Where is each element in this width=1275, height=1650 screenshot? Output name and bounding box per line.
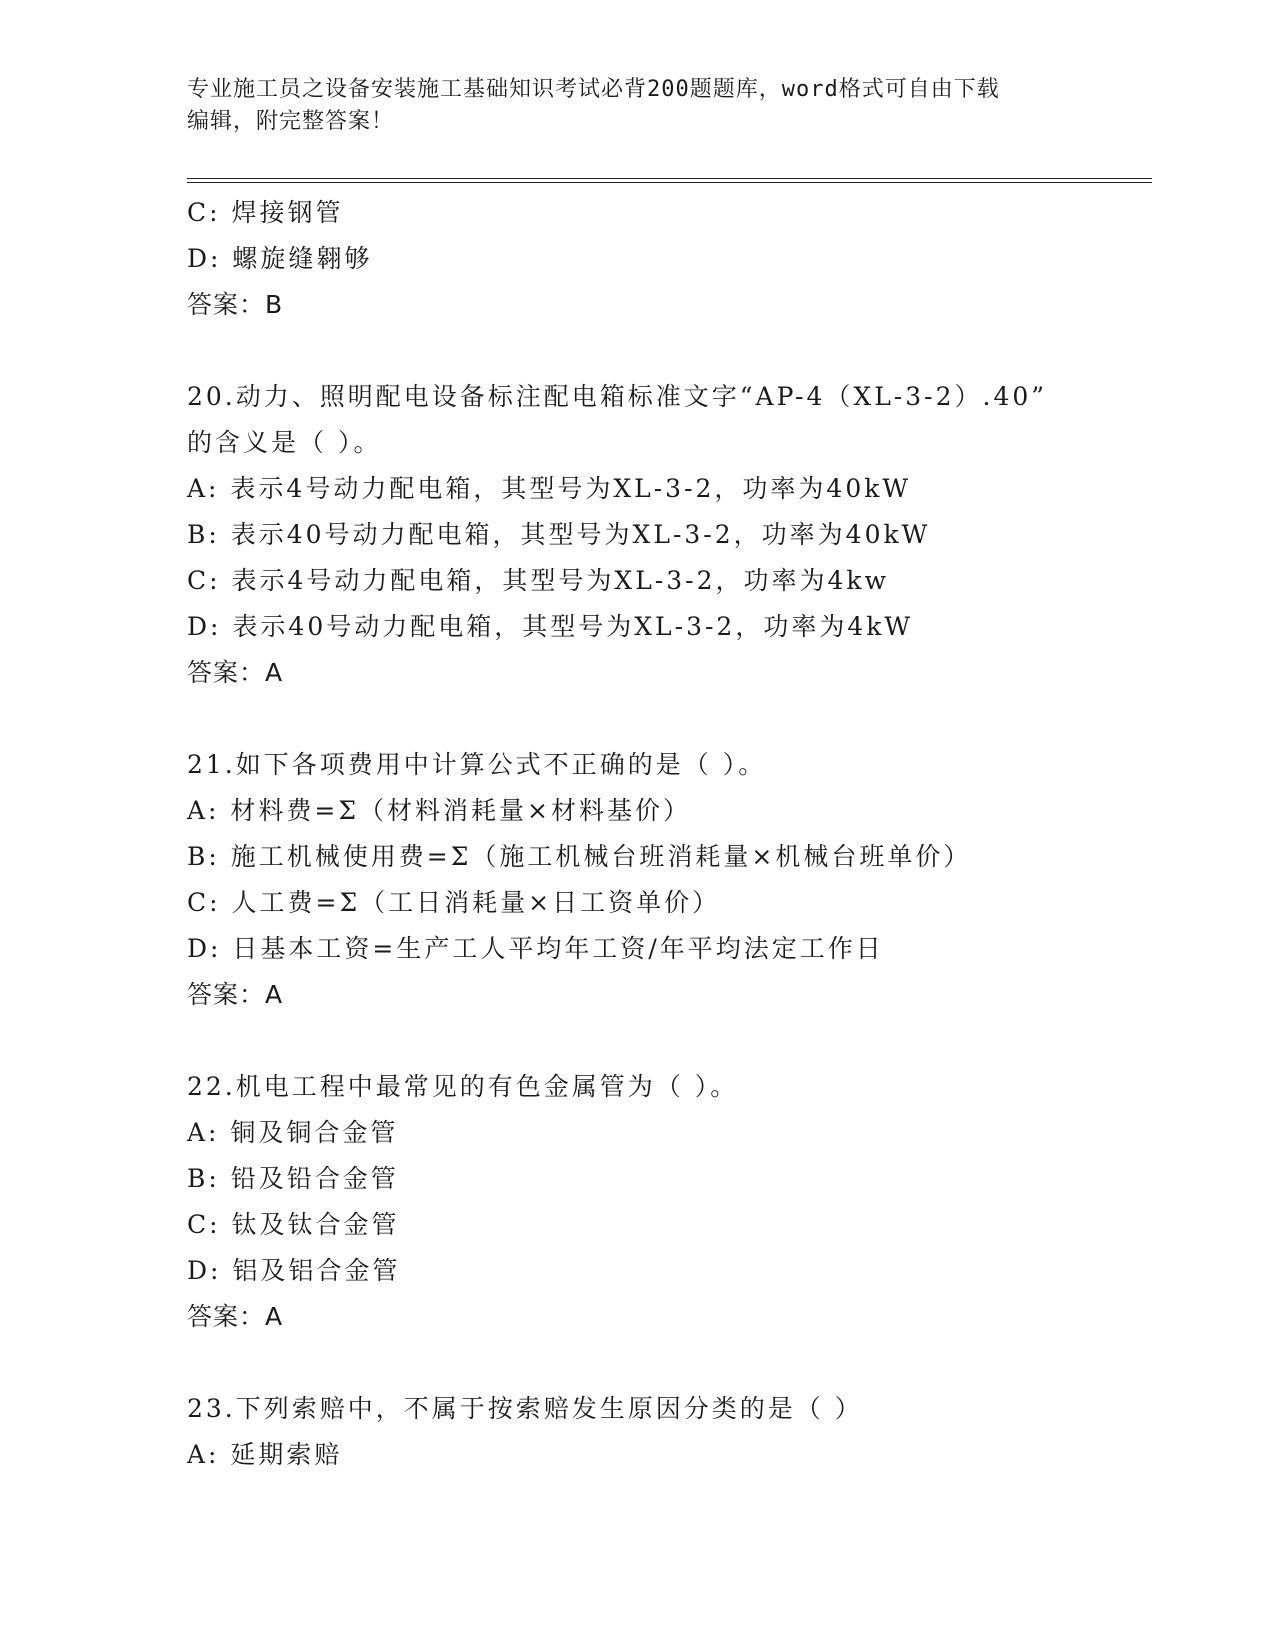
option-d: D: 铝及铝合金管 [187,1256,401,1285]
option-a: A: 材料费=Σ（材料消耗量×材料基价） [187,796,691,825]
option-a: A: 表示4号动力配电箱，其型号为XL-3-2，功率为40kW [187,474,912,503]
option-c: C: 焊接钢管 [187,198,344,227]
option-b: B: 铅及铅合金管 [187,1164,399,1193]
question-22 [187,1064,1152,1340]
question-stem: 21.如下各项费用中计算公式不正确的是（ ）。 [187,750,767,779]
answer-line: 答案：A [187,980,284,1009]
header-divider-bottom [187,182,1152,183]
option-c: C: 人工费=Σ（工日消耗量×日工资单价） [187,888,721,917]
option-b: B: 施工机械使用费=Σ（施工机械台班消耗量×机械台班单价） [187,842,972,871]
option-c: C: 表示4号动力配电箱，其型号为XL-3-2，功率为4kw [187,566,889,595]
header-divider-top [187,178,1152,179]
header-line-1: 专业施工员之设备安装施工基础知识考试必背200题题库，word格式可自由下载 [187,77,1000,102]
question-19-continuation [187,190,1152,328]
question-stem: 23.下列索赔中，不属于按索赔发生原因分类的是（ ） [187,1394,863,1423]
question-stem: 20.动力、照明配电设备标注配电箱标准文字“AP-4（XL-3-2）.40” [187,382,1048,411]
question-23 [187,1386,1152,1478]
option-d: D: 表示40号动力配电箱，其型号为XL-3-2，功率为4kW [187,612,914,641]
header-line-2: 编辑，附完整答案！ [187,109,395,134]
option-d: D: 日基本工资=生产工人平均年工资/年平均法定工作日 [187,934,884,963]
document-header [187,74,1087,138]
option-a: A: 延期索赔 [187,1440,343,1469]
answer-line: 答案：A [187,1302,284,1331]
answer-line: 答案：B [187,290,284,319]
option-d: D: 螺旋缝翱够 [187,244,373,273]
question-stem: 22.机电工程中最常见的有色金属管为（ ）。 [187,1072,739,1101]
question-21 [187,742,1152,1018]
answer-line: 答案：A [187,658,284,687]
question-content [187,190,1152,1478]
question-20 [187,374,1152,696]
option-b: B: 表示40号动力配电箱，其型号为XL-3-2，功率为40kW [187,520,931,549]
option-a: A: 铜及铜合金管 [187,1118,399,1147]
question-stem: 的含义是（ ）。 [187,428,382,457]
option-c: C: 钛及钛合金管 [187,1210,400,1239]
